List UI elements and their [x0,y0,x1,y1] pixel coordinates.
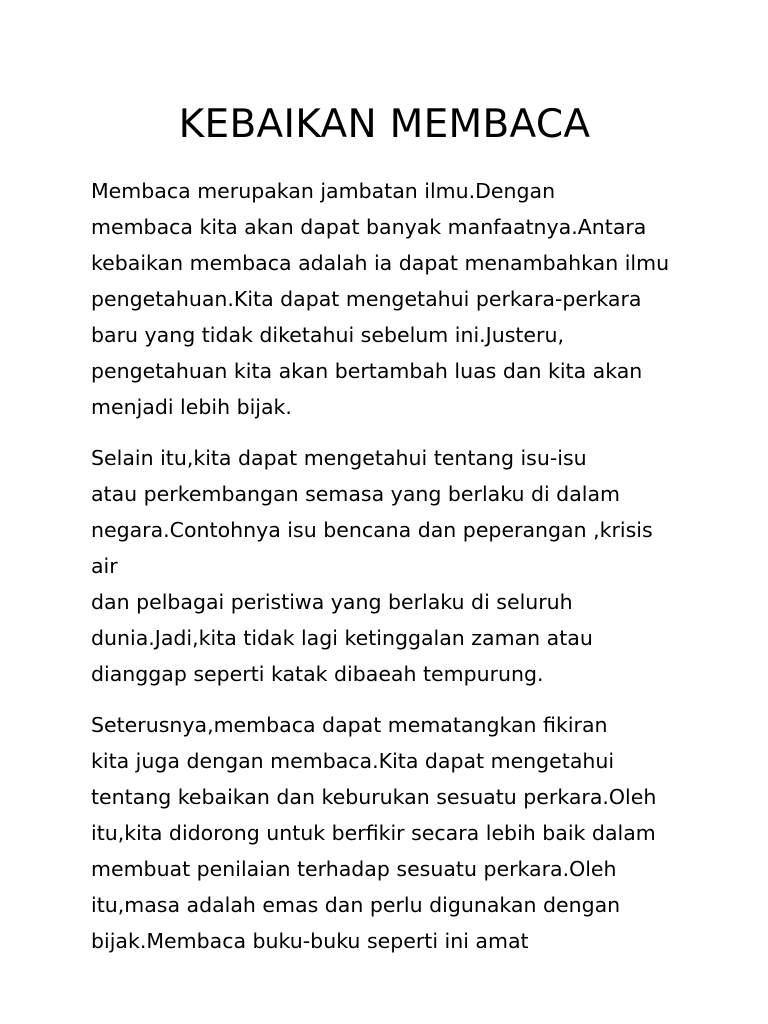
document-title: KEBAIKAN MEMBACA [178,102,591,147]
document-body [91,173,678,959]
paragraph-1: Membaca merupakan jambatan ilmu.Dengan membaca kita akan dapat banyak manfaatnya.Antara kebaikan membaca adalah ia dapat menambahkan ilmu pengetahuan.Kita dapat mengetahui perkara-perkara baru yang tidak diketahui sebelum ini.Justeru, pengetahuan kita akan bertambah luas dan kita akan menjadi lebih bijak. [91,179,670,419]
paragraph-2: Selain itu,kita dapat mengetahui tentang isu-isu atau perkembangan semasa yang berlaku di dalam negara.Contohnya isu bencana dan peperangan ,krisis air dan pelbagai peristiwa yang berlaku di seluruh dunia.Jadi,kita tidak lagi ketinggalan zaman atau dianggap seperti katak dibaeah tempurung. [91,446,653,686]
paragraph-3: Seterusnya,membaca dapat mematangkan fikiran kita juga dengan membaca.Kita dapat mengetahui tentang kebaikan dan keburukan sesuatu perkara.Oleh itu,kita didorong untuk berfikir secara lebih baik dalam membuat penilaian terhadap sesuatu perkara.Oleh itu,masa adalah emas dan perlu digunakan dengan bijak.Membaca buku-buku seperti ini amat [91,713,657,953]
